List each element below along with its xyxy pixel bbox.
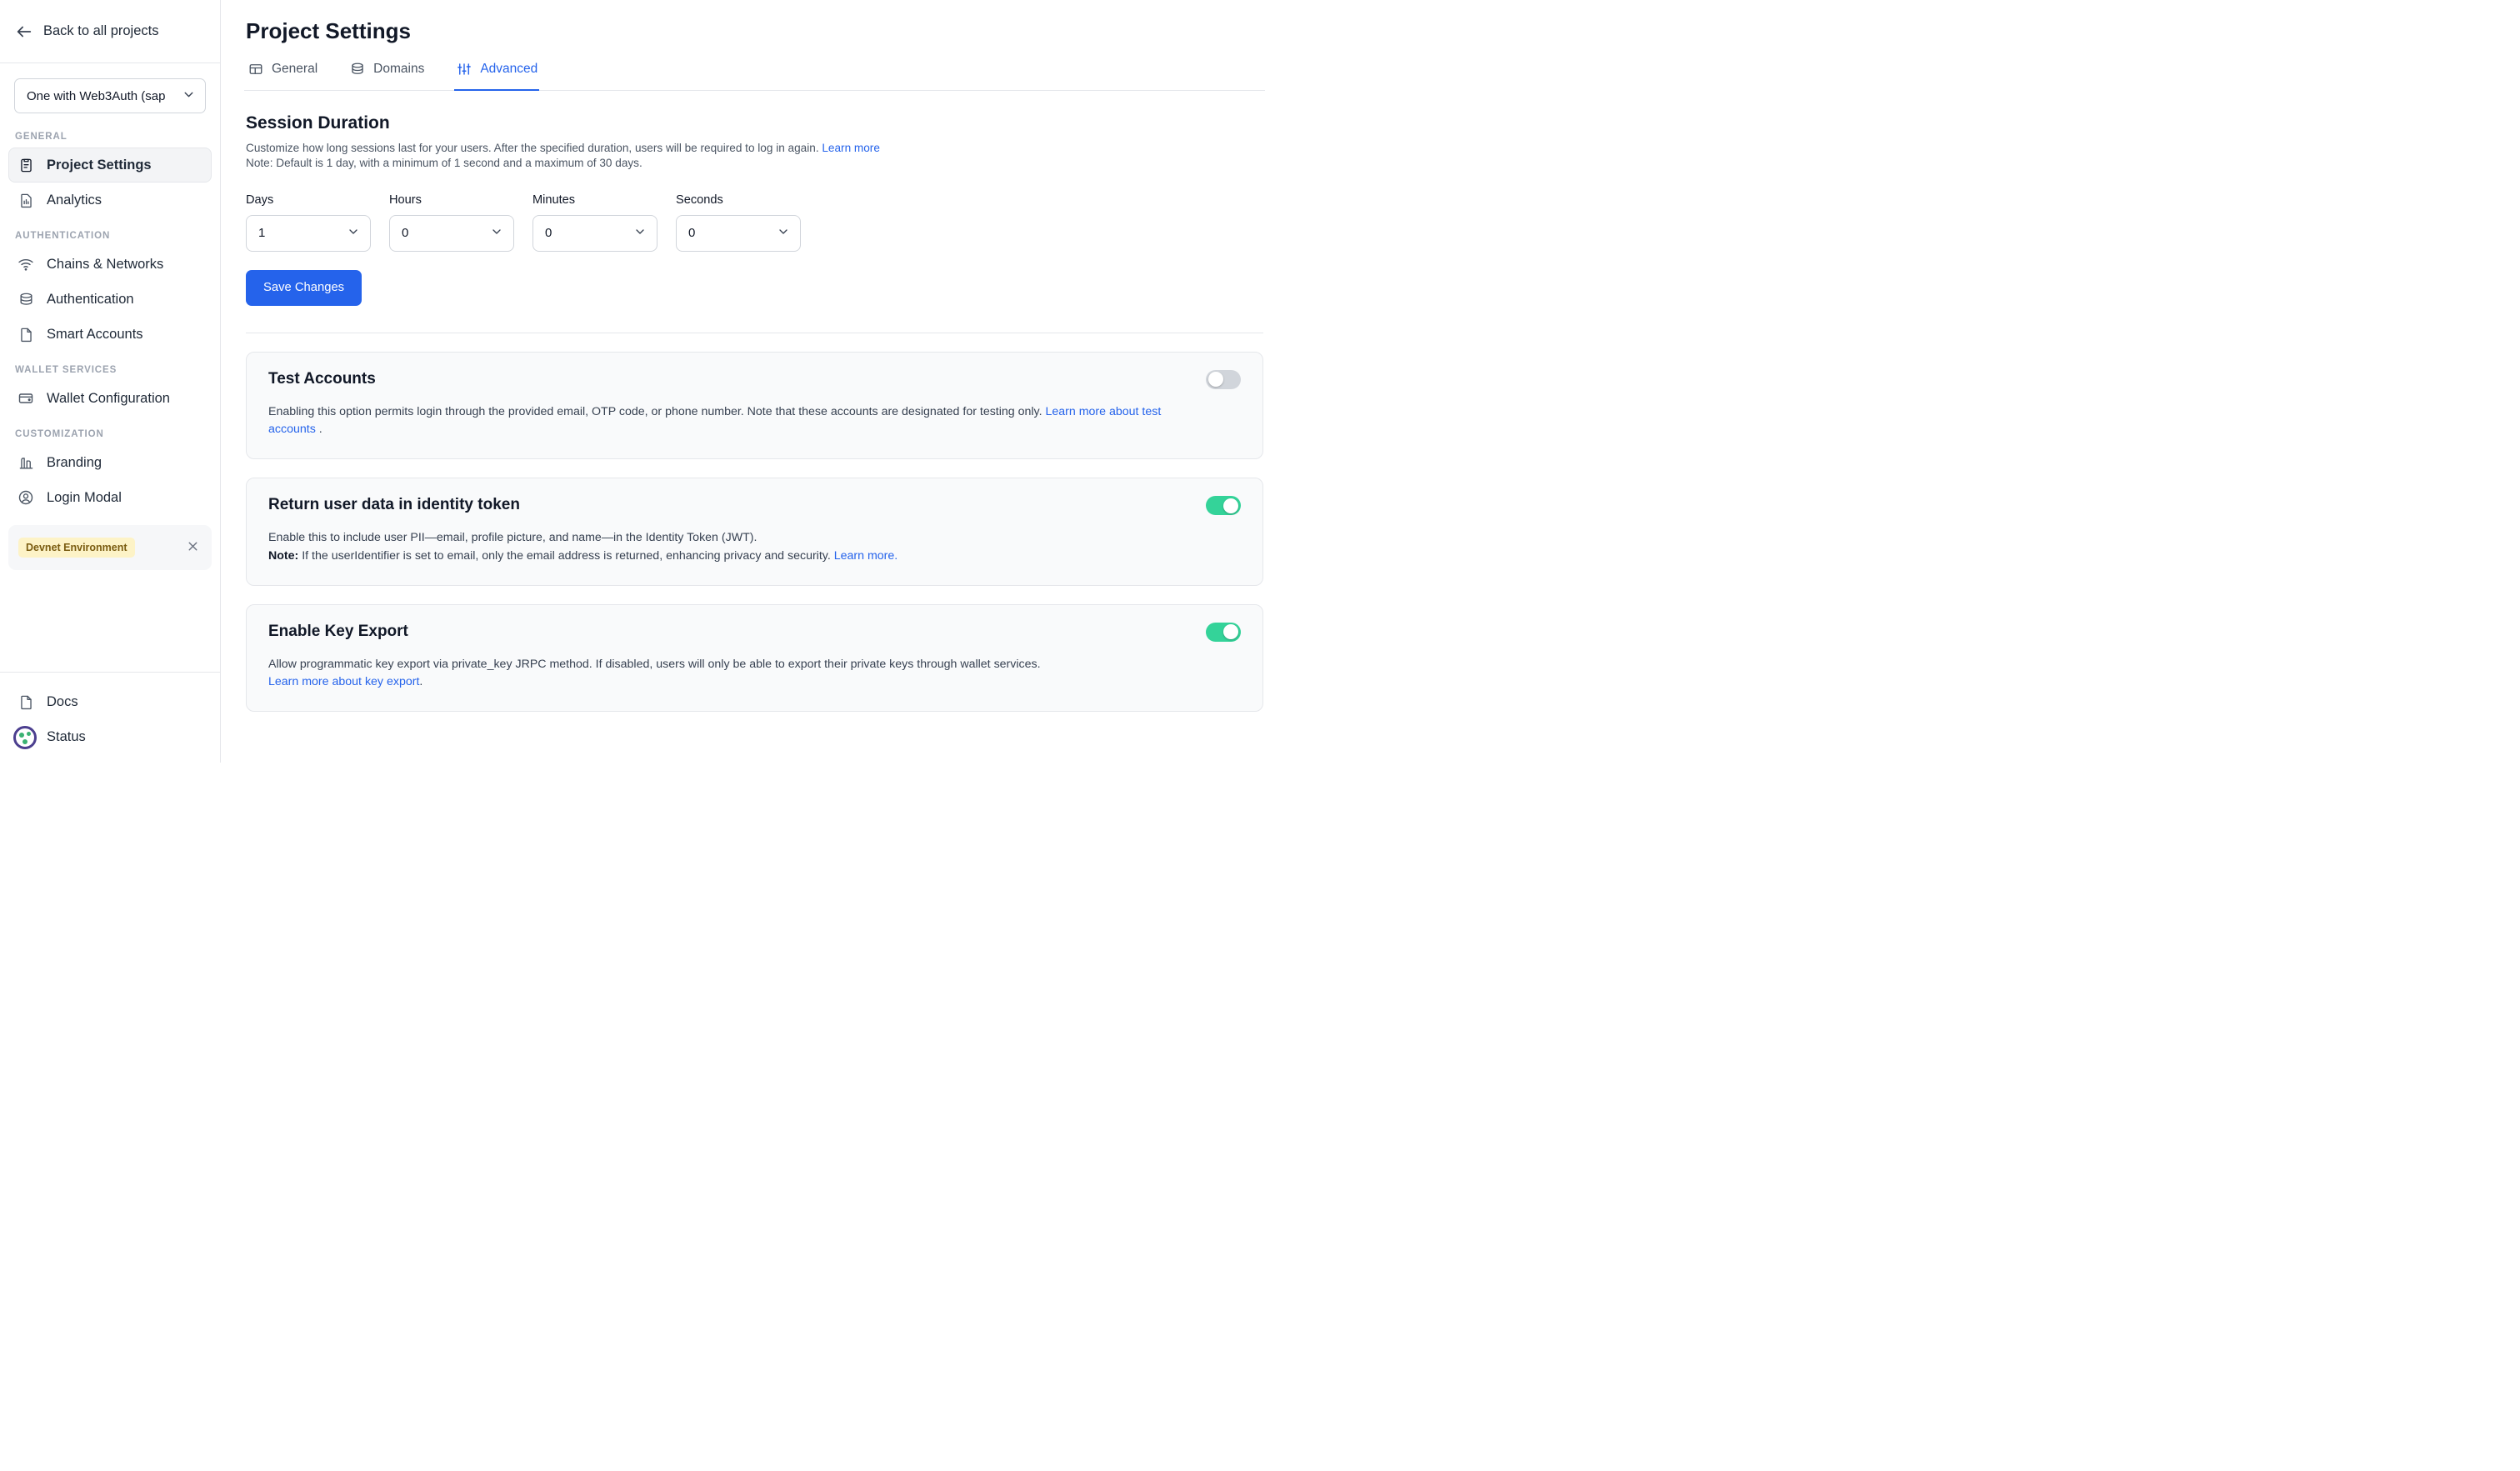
sidebar-section-authentication-label: AUTHENTICATION (15, 231, 111, 241)
document-icon (17, 325, 35, 343)
main-content (221, 0, 1288, 763)
chevron-down-icon (777, 225, 790, 242)
sidebar-item-branding[interactable] (8, 445, 212, 480)
chevron-down-icon (490, 225, 503, 242)
sidebar-item-label: Authentication (47, 291, 134, 307)
field-seconds (676, 193, 801, 252)
chevron-down-icon (347, 225, 360, 242)
field-minutes (532, 193, 658, 252)
save-changes-button[interactable]: Save Changes (246, 270, 362, 306)
grid-card-icon (248, 61, 263, 77)
sidebar-item-login-modal[interactable] (8, 480, 212, 515)
card-title: Enable Key Export (268, 622, 408, 640)
card-body-text-end: . (419, 675, 423, 689)
card-header (268, 370, 1241, 389)
learn-more-link[interactable]: Learn more. (833, 548, 898, 563)
session-duration-fields (246, 193, 1265, 252)
sidebar-item-label: Analytics (47, 192, 102, 208)
branding-icon (17, 453, 35, 472)
card-body-text: Enabling this option permits login through the provided email, OTP code, or phone number. Note that these accounts are designated for testing only. (268, 404, 1042, 418)
sidebar-item-status[interactable] (8, 719, 212, 754)
session-desc-line1: Customize how long sessions last for your users. After the specified duration, users will be required to log in again. (246, 142, 819, 154)
card-header (268, 496, 1241, 515)
seconds-select-value: 0 (688, 226, 696, 241)
field-hours-label: Hours (389, 193, 422, 207)
sidebar-item-label: Smart Accounts (47, 326, 143, 342)
card-body-line1: Allow programmatic key export via private_key JRPC method. If disabled, users will only be able to export their private keys through wallet services. (268, 657, 1041, 671)
field-hours (389, 193, 514, 252)
sidebar-item-label: Branding (47, 454, 102, 470)
sidebar-item-label: Login Modal (47, 489, 122, 505)
sidebar-item-project-settings[interactable] (8, 148, 212, 183)
sidebar-item-label: Chains & Networks (47, 256, 164, 272)
sliders-icon (456, 61, 472, 77)
chart-document-icon (17, 191, 35, 209)
sidebar-item-authentication[interactable] (8, 282, 212, 317)
back-to-all-projects-label: Back to all projects (43, 23, 159, 38)
sidebar-item-chains-networks[interactable] (8, 247, 212, 282)
card-body-line2: If the userIdentifier is set to email, only the email address is returned, enhancing privacy and security. (298, 548, 831, 563)
hours-select[interactable] (389, 215, 514, 252)
learn-more-link[interactable]: Learn more (822, 142, 880, 154)
user-circle-icon (17, 488, 35, 507)
card-body-text-end: . (318, 422, 322, 436)
tab-advanced[interactable] (454, 61, 539, 91)
settings-tabs (244, 61, 1265, 91)
field-seconds-label: Seconds (676, 193, 723, 207)
sidebar-section-wallet-services-label: WALLET SERVICES (15, 365, 118, 375)
learn-more-about-key-export-link[interactable]: Learn more about key export (268, 675, 420, 689)
project-selector-wrap (0, 63, 220, 118)
sidebar-item-label: Status (47, 728, 86, 744)
seconds-select[interactable] (676, 215, 801, 252)
card-return-user-data (246, 478, 1263, 586)
layers-icon (17, 290, 35, 308)
card-body-line1: Enable this to include user PII—email, profile picture, and name—in the Identity Token (JWT). (268, 531, 758, 545)
project-selector[interactable] (14, 78, 206, 113)
sidebar (0, 0, 221, 763)
tab-label: Domains (373, 61, 425, 76)
hours-select-value: 0 (402, 226, 409, 241)
tab-label: Advanced (480, 61, 538, 76)
sidebar-item-wallet-configuration[interactable] (8, 381, 212, 416)
devnet-environment-banner (8, 525, 212, 570)
sidebar-section-general-label: GENERAL (15, 132, 68, 142)
clipboard-icon (17, 156, 35, 174)
field-days-label: Days (246, 193, 274, 207)
sidebar-bottom (0, 672, 220, 763)
days-select[interactable] (246, 215, 371, 252)
card-body (268, 403, 1202, 439)
card-body (268, 529, 1202, 565)
tab-label: General (272, 61, 318, 76)
tab-domains[interactable] (348, 61, 426, 91)
page-title: Project Settings (246, 18, 411, 43)
field-minutes-label: Minutes (532, 193, 576, 207)
app-root (0, 0, 1288, 763)
minutes-select[interactable] (532, 215, 658, 252)
sidebar-item-label: Docs (47, 693, 78, 709)
card-enable-key-export (246, 604, 1263, 713)
project-selector-value: One with Web3Auth (sap (27, 88, 166, 103)
sidebar-item-label: Project Settings (47, 157, 152, 173)
sidebar-item-analytics[interactable] (8, 183, 212, 218)
minutes-select-value: 0 (545, 226, 552, 241)
session-desc-line2: Note: Default is 1 day, with a minimum of 1 second and a maximum of 30 days. (246, 157, 642, 170)
close-icon[interactable] (186, 539, 200, 556)
session-duration-title: Session Duration (246, 113, 390, 133)
status-badge: Devnet Environment (18, 538, 135, 558)
wallet-icon (17, 389, 35, 408)
card-title: Test Accounts (268, 369, 376, 388)
sidebar-item-smart-accounts[interactable] (8, 317, 212, 352)
session-duration-description (246, 141, 1265, 172)
return-user-data-toggle[interactable] (1206, 496, 1241, 515)
card-header (268, 623, 1241, 642)
sidebar-section-customization-label: CUSTOMIZATION (15, 429, 104, 439)
card-test-accounts (246, 352, 1263, 460)
chevron-down-icon (633, 225, 647, 242)
tab-general[interactable] (246, 61, 319, 91)
arrow-left-icon (15, 23, 33, 41)
back-to-all-projects-button[interactable] (0, 0, 220, 63)
learn-more-about-test-accounts-link[interactable]: Learn more about test accounts (268, 404, 1162, 436)
card-body-note-label: Note: (268, 548, 299, 563)
sidebar-item-docs[interactable] (8, 684, 212, 719)
test-accounts-toggle[interactable] (1206, 370, 1241, 389)
days-select-value: 1 (258, 226, 266, 241)
sidebar-item-label: Wallet Configuration (47, 390, 170, 406)
field-days (246, 193, 371, 252)
database-icon (349, 61, 365, 77)
document-icon (17, 693, 35, 711)
chevron-down-icon (182, 88, 196, 105)
enable-key-export-toggle[interactable] (1206, 623, 1241, 642)
card-body (268, 656, 1202, 692)
wifi-icon (17, 255, 35, 273)
status-cookie-icon (17, 728, 35, 746)
card-title: Return user data in identity token (268, 496, 520, 514)
